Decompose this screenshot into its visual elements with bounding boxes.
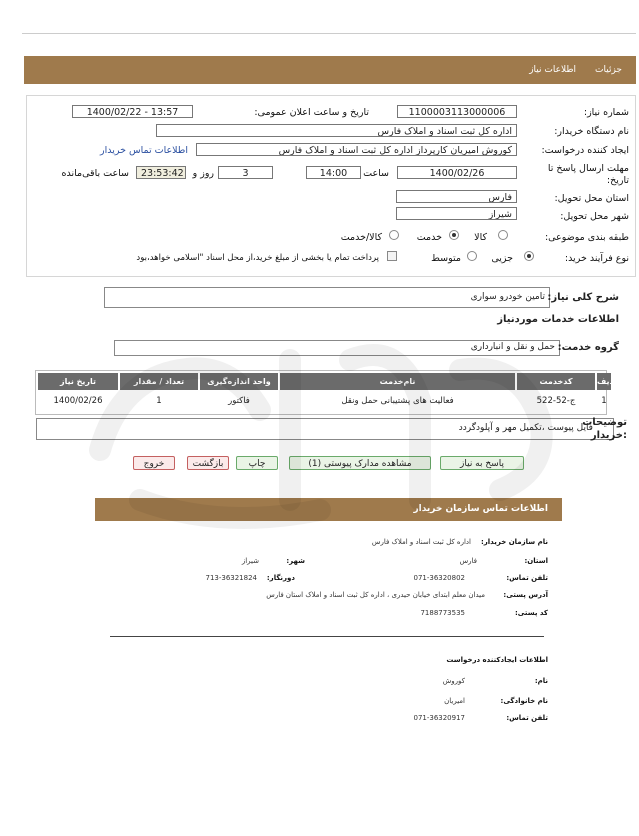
notes-value: فایل پیوست ،تکمیل مهر و آپلودگردد — [458, 423, 593, 433]
city-field[interactable]: شیراز — [396, 207, 517, 220]
creator-phone-label: تلفن تماس: — [506, 714, 548, 722]
th-date: تاریخ نیاز — [38, 373, 118, 390]
td-unit: فاکتور — [228, 396, 250, 406]
form-frame — [26, 95, 636, 277]
notes-label-line1: توضیحات — [582, 417, 627, 428]
creator-field[interactable]: کوروش امیریان کارپرداز اداره کل ثبت اسناد و املاک فارس — [196, 143, 517, 156]
buyer-contact-link[interactable]: اطلاعات تماس خریدار — [99, 145, 188, 156]
services-title: اطلاعات خدمات موردنیاز — [497, 314, 619, 325]
radio-goods-service[interactable] — [389, 230, 399, 240]
proc-medium-label: متوسط — [431, 253, 461, 264]
group-box — [114, 340, 560, 356]
buyer-org-field[interactable]: اداره کل ثبت اسناد و املاک فارس — [156, 124, 517, 137]
creator-phone-value: 071-36320917 — [413, 714, 465, 722]
contact-header — [95, 498, 562, 521]
contact-divider — [110, 636, 544, 637]
announce-field[interactable]: 1400/02/22 - 13:57 — [72, 105, 193, 118]
contact-city-value: شیراز — [241, 557, 259, 565]
radio-partial[interactable] — [524, 251, 534, 261]
td-code: ج-52-522 — [536, 396, 576, 406]
province-field[interactable]: فارس — [396, 190, 517, 203]
days-label: روز و — [192, 168, 214, 179]
creator-name-label: نام: — [534, 677, 548, 685]
watermark-logo — [60, 300, 580, 530]
deadline-date-field[interactable]: 1400/02/26 — [397, 166, 517, 179]
contact-phone-label: تلفن تماس: — [506, 574, 548, 582]
notes-label-line2: :خریدار — [590, 430, 627, 441]
contact-fax-label: دورنگار: — [266, 574, 295, 582]
group-value: حمل و نقل و انبارداری — [470, 342, 555, 352]
deadline-label-line1: مهلت ارسال پاسخ تا — [547, 163, 629, 174]
group-label: گروه خدمت: — [557, 342, 619, 353]
org-name-label: نام سازمان خریدار: — [480, 538, 548, 546]
td-qty: 1 — [156, 396, 162, 406]
proc-partial-label: جزیی — [491, 253, 513, 264]
tab-need-info[interactable]: اطلاعات نیاز — [529, 65, 576, 75]
td-name: فعالیت های پشتیبانی حمل ونقل — [341, 396, 454, 406]
reply-button[interactable]: پاسخ به نیاز — [440, 456, 524, 470]
creator-info-title: اطلاعات ایجادکننده درخواست — [446, 656, 548, 664]
city-label: شهر محل تحویل: — [560, 211, 629, 222]
th-code: کدخدمت — [517, 373, 595, 390]
remaining-label: ساعت باقی‌مانده — [61, 168, 129, 179]
back-button[interactable]: بازگشت — [187, 456, 229, 470]
radio-goods[interactable] — [498, 230, 508, 240]
notes-box — [36, 418, 614, 440]
need-number-field[interactable]: 1100003113000006 — [397, 105, 517, 118]
province-label: استان محل تحویل: — [554, 193, 629, 204]
postal-label: کد پستی: — [514, 609, 548, 617]
contact-phone-value: 071-36320802 — [413, 574, 465, 582]
address-label: آدرس پستی: — [503, 591, 548, 599]
creator-lastname-label: نام خانوادگی: — [500, 697, 548, 705]
contact-city-label: شهر: — [286, 557, 305, 565]
print-button[interactable]: چاپ — [236, 456, 278, 470]
radio-medium[interactable] — [467, 251, 477, 261]
creator-lastname-value: امیریان — [444, 697, 465, 705]
radio-service[interactable] — [449, 230, 459, 240]
summary-value: تامین خودرو سواری — [470, 292, 545, 302]
remaining-time-field: 23:53:42 — [136, 166, 186, 179]
tab-details[interactable]: جزئیات — [595, 65, 622, 75]
process-label: نوع فرآیند خرید: — [564, 253, 629, 264]
time-label: ساعت — [363, 168, 389, 179]
treasury-checkbox[interactable] — [387, 251, 397, 261]
creator-label: ایجاد کننده درخواست: — [541, 145, 629, 156]
exit-button[interactable]: خروج — [133, 456, 175, 470]
contact-province-value: فارس — [459, 557, 477, 565]
header-bar — [24, 56, 636, 84]
top-divider — [22, 33, 636, 34]
need-number-label: شماره نیاز: — [583, 107, 629, 118]
th-row: ردیف — [597, 373, 611, 390]
td-date: 1400/02/26 — [53, 396, 103, 406]
th-name: نام‌خدمت — [280, 373, 515, 390]
days-field[interactable]: 3 — [218, 166, 273, 179]
postal-value: 7188773535 — [420, 609, 465, 617]
th-unit: واحد اندازه‌گیری — [200, 373, 278, 390]
buyer-org-label: نام دستگاه خریدار: — [554, 126, 629, 137]
payment-note: پرداخت تمام یا بخشی از مبلغ خرید،از محل اسناد "اسلامی خواهد،بود — [136, 253, 379, 263]
announce-label: تاریخ و ساعت اعلان عمومی: — [254, 107, 369, 118]
summary-box — [104, 287, 550, 308]
attachments-button[interactable]: مشاهده مدارک پیوستی (1) — [289, 456, 431, 470]
th-qty: تعداد / مقدار — [120, 373, 198, 390]
deadline-time-field[interactable]: 14:00 — [306, 166, 361, 179]
contact-fax-value: 713-36321824 — [205, 574, 257, 582]
td-row: 1 — [601, 396, 607, 406]
creator-name-value: کوروش — [442, 677, 465, 685]
org-name-value: اداره کل ثبت اسناد و املاک فارس — [371, 538, 471, 546]
cat-service-label: خدمت — [416, 232, 442, 243]
cat-goods-label: کالا — [474, 232, 487, 243]
deadline-label-line2: تاریخ: — [606, 175, 629, 186]
cat-goods-service-label: کالا/خدمت — [340, 232, 382, 243]
summary-label: شرح کلی نیاز: — [547, 292, 619, 303]
category-label: طبقه بندی موضوعی: — [544, 232, 629, 243]
contact-title: اطلاعات تماس سازمان خریدار — [413, 504, 548, 514]
address-value: میدان معلم ابتدای خیابان حیدری ، اداره کل ثبت اسناد و املاک استان فارس — [266, 591, 485, 599]
contact-province-label: استان: — [524, 557, 548, 565]
